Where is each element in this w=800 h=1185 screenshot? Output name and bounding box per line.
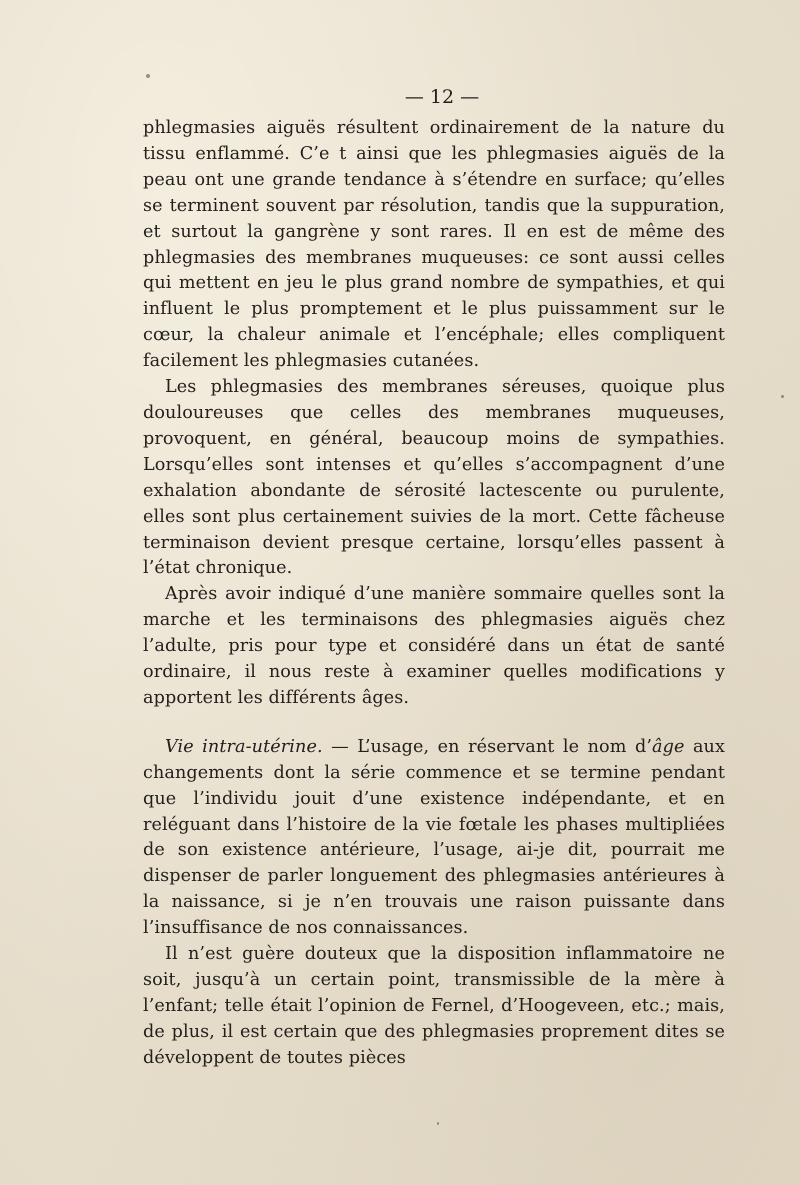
paper-speck (437, 1122, 439, 1125)
paragraph-text-rest: aux changements dont la série commence et se termine pendant que l’individu jouit d’une existence indépendante, et en reléguant dans l’histoire de la vie fœtale les phases multipliées de son existence antérieure, l’usage, ai-je dit, pourrait me dispenser de parler longuement des phlegmasies antérieures à la naissance, si je n’en trouvais une raison puissante dans l’insuffisance de nos connaissances. (143, 736, 725, 939)
paragraph-intra-uterine (143, 735, 725, 942)
paper-speck (781, 395, 784, 398)
document-page (143, 86, 725, 1072)
paper-speck (146, 74, 150, 78)
emphasis-word: âge (652, 736, 685, 757)
paragraph-ages-intro: Après avoir indiqué d’une manière sommaire quelles sont la marche et les terminaisons des phlegmasies aiguës chez l’adulte, pris pour type et considéré dans un état de santé ordinaire, il nous reste à examiner quelles modifications y apportent les différents âges. (143, 584, 725, 708)
heading-separator: — (322, 736, 358, 757)
paragraph-serous-membranes: Les phlegmasies des membranes séreuses, quoique plus douloureuses que celles des membranes muqueuses, provoquent, en général, beaucoup moins de sympathies. Lorsqu’elles sont intenses et qu’elles s’accompagnent d’une exhalation abondante de sérosité lactescente ou purulente, elles sont plus certainement suivies de la mort. Cette fâcheuse terminaison devient presque certaine, lorsqu’elles passent à l’état chronique. (143, 377, 725, 579)
section-heading-intra-uterine: Vie intra-utérine. (165, 736, 323, 757)
page-number: — 12 — (404, 86, 480, 108)
paragraph-text-start: L’usage, en réservant le nom d’ (357, 736, 653, 757)
paragraph-continued: phlegmasies aiguës résultent ordinairement de la nature du tissu enflammé. C’e t ainsi que les phlegmasies aiguës de la peau ont une grande tendance à s’étendre en surface; qu’elles se terminent souvent par résolution, tandis que la suppuration, et surtout la gangrène y sont rares. Il en est de même des phlegmasies des membranes muqueuses: ce sont aussi celles qui mettent en jeu le plus grand nombre de sympathies, et qui influent le plus promptement et le plus puissamment sur le cœur, la chaleur animale et l’encéphale; elles compliquent facilement les phlegmasies cutanées. (143, 118, 725, 372)
paragraph-inflammatory-disposition: Il n’est guère douteux que la disposition inflammatoire ne soit, jusqu’à un certain point, transmissible de la mère à l’enfant; telle était l’opinion de Fernel, d’Hoogeveen, etc.; mais, de plus, il est certain que des phlegmasies proprement dites se développent de toutes pièces (143, 944, 725, 1068)
